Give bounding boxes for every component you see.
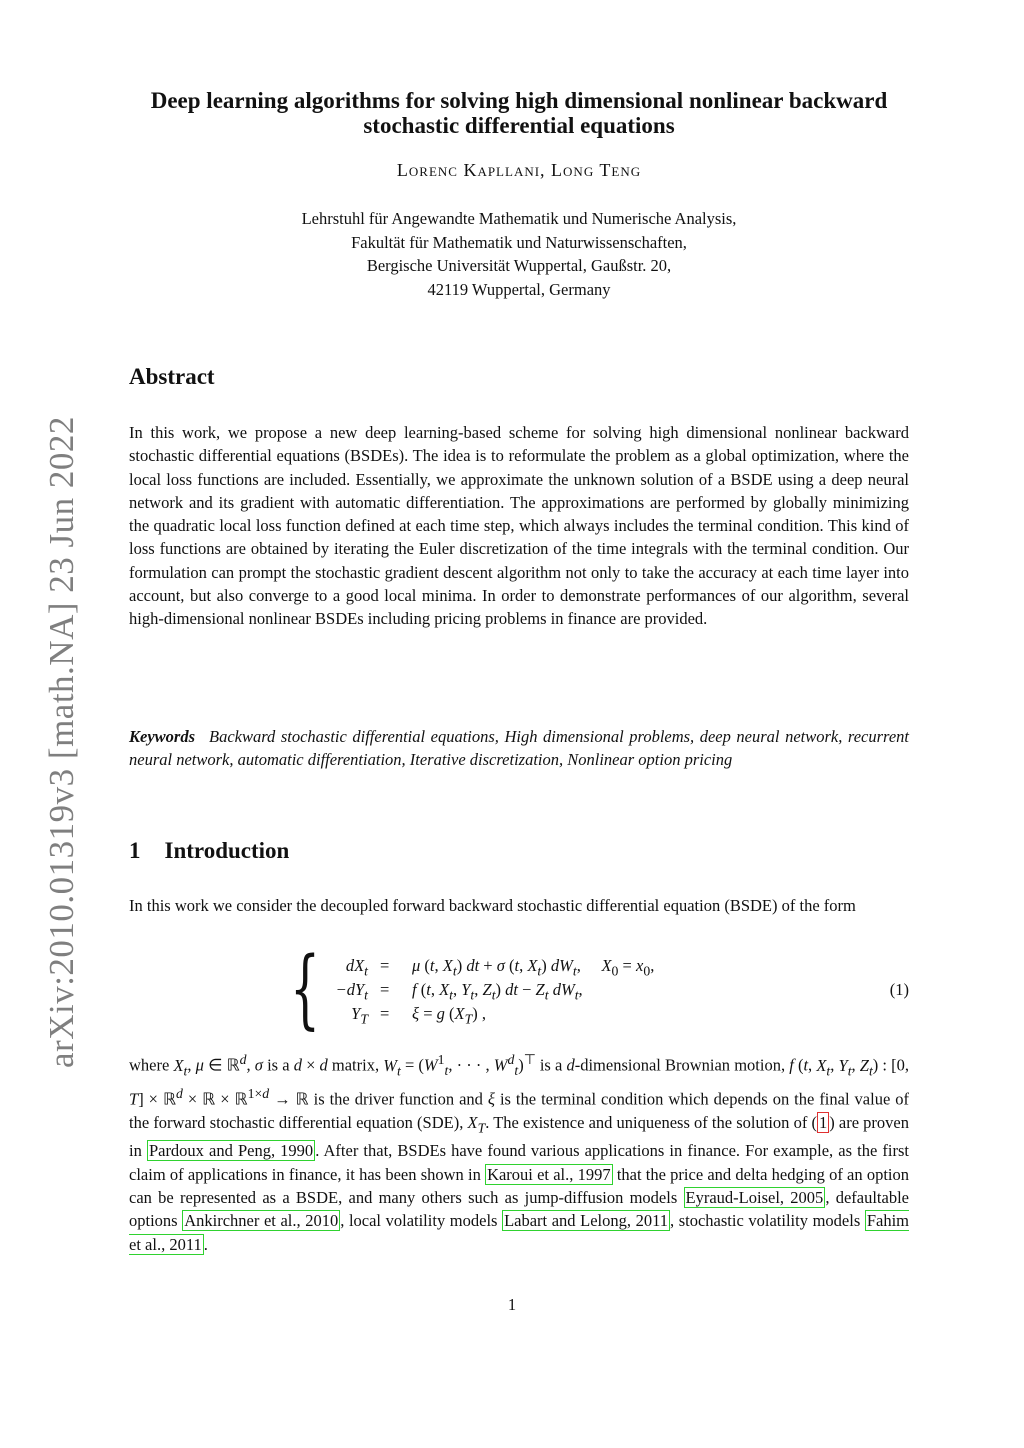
- equation-row: $dX_t$ = μ (t, $X_t$) dt + σ (t, $X_t$) $dW_t$, $X_0 = x_0$,: [345, 956, 655, 979]
- section-title: Introduction: [164, 838, 290, 863]
- intro-paragraph: In this work we consider the decoupled forward backward stochastic differential equation (BSDE) of the form: [129, 896, 856, 915]
- fbsde-equation: [290, 939, 909, 1039]
- body-paragraph: where $X_t$, μ ∈ ℝ$^d$, σ is a d × d matrix, $W_t = (W^1_t$, · · · , $W^d_t)^⊤$ is a d-dimensional Brownian motion, f (t, $X_t$, $Y_t$, $Z_t$) : [0, T] × ℝ$^d$ × ℝ × ℝ$^{1\times d}$ → ℝ is the driver function and ξ is the terminal condition which depends on the final value of the forward stochastic differential equation (SDE), $X_T$. The existence and uniqueness of the solution of ( 1 ) are proven in Pardoux and Peng, 1990 . After that, BSDEs have found various applications in finance. For example, as the first claim of applications in finance, it has been shown in Karoui et al., 1997 that the price and delta hedging of an option can be represented as a BSDE, and many others such as jump-diffusion models Eyraud-Loisel, 2005 , defaultable options Ankirchner et al., 2010 , local volatility models Labart and Lelong, 2011 , stochastic volatility models Fahim et al., 2011 .: [129, 1052, 910, 1254]
- keywords-label: Keywords: [129, 727, 195, 746]
- citation-link[interactable]: Pardoux and Peng, 1990: [148, 1141, 314, 1161]
- affiliation-line: Bergische Universität Wuppertal, Gaußstr. 20,: [366, 256, 672, 275]
- equation-row: $Y_T$ = ξ = g $(X_T)$ ,: [351, 1004, 487, 1027]
- equation-number: (1): [889, 980, 909, 999]
- paper-title: Deep learning algorithms for solving high dimensional nonlinear backward stochastic differential equations: [150, 88, 888, 138]
- authors: Lorenc Kapllani, Long Teng: [396, 160, 642, 180]
- section-number: 1: [129, 838, 141, 863]
- abstract-heading: Abstract: [129, 364, 215, 389]
- equation-reference-link[interactable]: 1: [818, 1112, 828, 1132]
- affiliation-line: 42119 Wuppertal, Germany: [427, 279, 611, 299]
- section-heading: [129, 838, 289, 864]
- citation-link[interactable]: Ankirchner et al., 2010: [184, 1211, 339, 1231]
- citation-link[interactable]: Fahim et al., 2011: [129, 1211, 910, 1254]
- abstract-text: In this work, we propose a new deep learning-based scheme for solving high dimensional nonlinear backward stochastic differential equations (BSDEs). The idea is to reformulate the problem as a global optimization, where the local loss functions are included. Essentially, we approximate the unknown solution of a BSDE using a deep neural network and its gradient with automatic differentiation. The approximations are performed by globally minimizing the quadratic local loss function defined at each time step, which always includes the terminal condition. This kind of loss functions are obtained by iterating the Euler discretization of the time integrals with the terminal condition. Our formulation can prompt the stochastic gradient descent algorithm not only to take the accuracy at each time layer into account, but also converge to a good local minima. In order to demonstrate performances of our algorithm, several high-dimensional nonlinear BSDEs including pricing problems in finance are provided.: [129, 423, 909, 629]
- citation-link[interactable]: Karoui et al., 1997: [487, 1164, 611, 1184]
- equation-row: $-dY_t$ = f (t, $X_t$, $Y_t$, $Z_t$) dt − $Z_t$ $dW_t$,: [335, 980, 583, 1003]
- keywords-text: Backward stochastic differential equations, High dimensional problems, deep neural network, recurrent neural network, automatic differentiation, Iterative discretization, Nonlinear option pricing: [129, 727, 909, 770]
- page-number: 1: [507, 1295, 517, 1314]
- affiliation-line: Fakultät für Mathematik und Naturwissenschaften,: [351, 232, 687, 252]
- keywords: [129, 725, 909, 772]
- left-brace: {: [290, 939, 321, 1039]
- affiliation-line: Lehrstuhl für Angewandte Mathematik und Numerische Analysis,: [301, 209, 737, 228]
- citation-link[interactable]: Labart and Lelong, 2011: [504, 1211, 668, 1231]
- arxiv-identifier: arXiv:2010.01319v3 [math.NA] 23 Jun 2022: [42, 416, 81, 1068]
- citation-link[interactable]: Eyraud-Loisel, 2005: [685, 1188, 824, 1208]
- affiliation: [129, 207, 909, 301]
